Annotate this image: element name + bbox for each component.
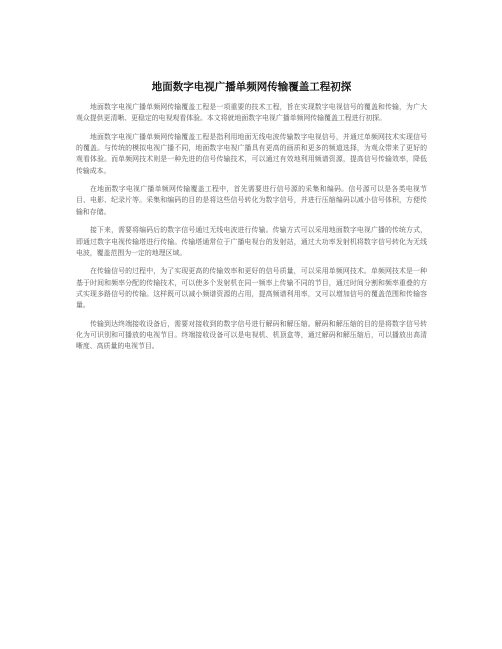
paragraph-4: 接下来，需要将编码后的数字信号通过无线电波进行传输。传输方式可以采用地面数字电视广播的传统方式，即通过数字电视传输塔进行传输。传输塔通常位于广播电视台的发射站，通过大功率发射机将数字信号转化为无线电波，覆盖范围为一定的地理区域。 [76, 226, 427, 257]
paragraph-1: 地面数字电视广播单频网传输覆盖工程是一项重要的技术工程，旨在实现数字电视信号的覆盖和传输，为广大观众提供更清晰、更稳定的电视观看体验。本文将就地面数字电视广播单频网传输覆盖工程进行初探。 [76, 103, 427, 123]
paragraph-6: 传输到达终端接收设备后，需要对接收到的数字信号进行解码和解压缩。解码和解压缩的目的是将数字信号转化为可识别和可播放的电视节目。终端接收设备可以是电视机、机顶盒等，通过解码和解压缩后，可以播放出高清晰度、高质量的电视节目。 [76, 319, 427, 351]
document-title: 地面数字电视广播单频网传输覆盖工程初探 [151, 81, 352, 93]
document-body [76, 80, 427, 360]
paragraph-5: 在传输信号的过程中，为了实现更高的传输效率和更好的信号质量，可以采用单频网技术。单频网技术是一种基于时间和频率分配的传输技术，可以使多个发射机在同一频率上传输不同的节目，通过时间分割和频率重叠的方式实现多路信号的传输。这样既可以减小频谱资源的占用，提高频谱利用率，又可以增加信号的覆盖范围和传输容量。 [76, 267, 427, 310]
paragraph-2: 地面数字电视广播单频网传输覆盖工程是指利用地面无线电波传输数字电视信号，并通过单频网技术实现信号的覆盖。与传统的模拟电视广播不同，地面数字电视广播具有更高的画质和更多的频道选择，为观众带来了更好的观看体验。而单频网技术则是一种先进的信号传输技术，可以通过有效地利用频谱资源，提高信号传输效率，降低传输成本。 [76, 132, 427, 175]
paragraph-3: 在地面数字电视广播单频网传输覆盖工程中，首先需要进行信号源的采集和编码。信号源可以是各类电视节目、电影、纪录片等。采集和编码的目的是将这些信号转化为数字信号，并进行压缩编码以减小信号体积，方便传输和存储。 [76, 185, 427, 216]
